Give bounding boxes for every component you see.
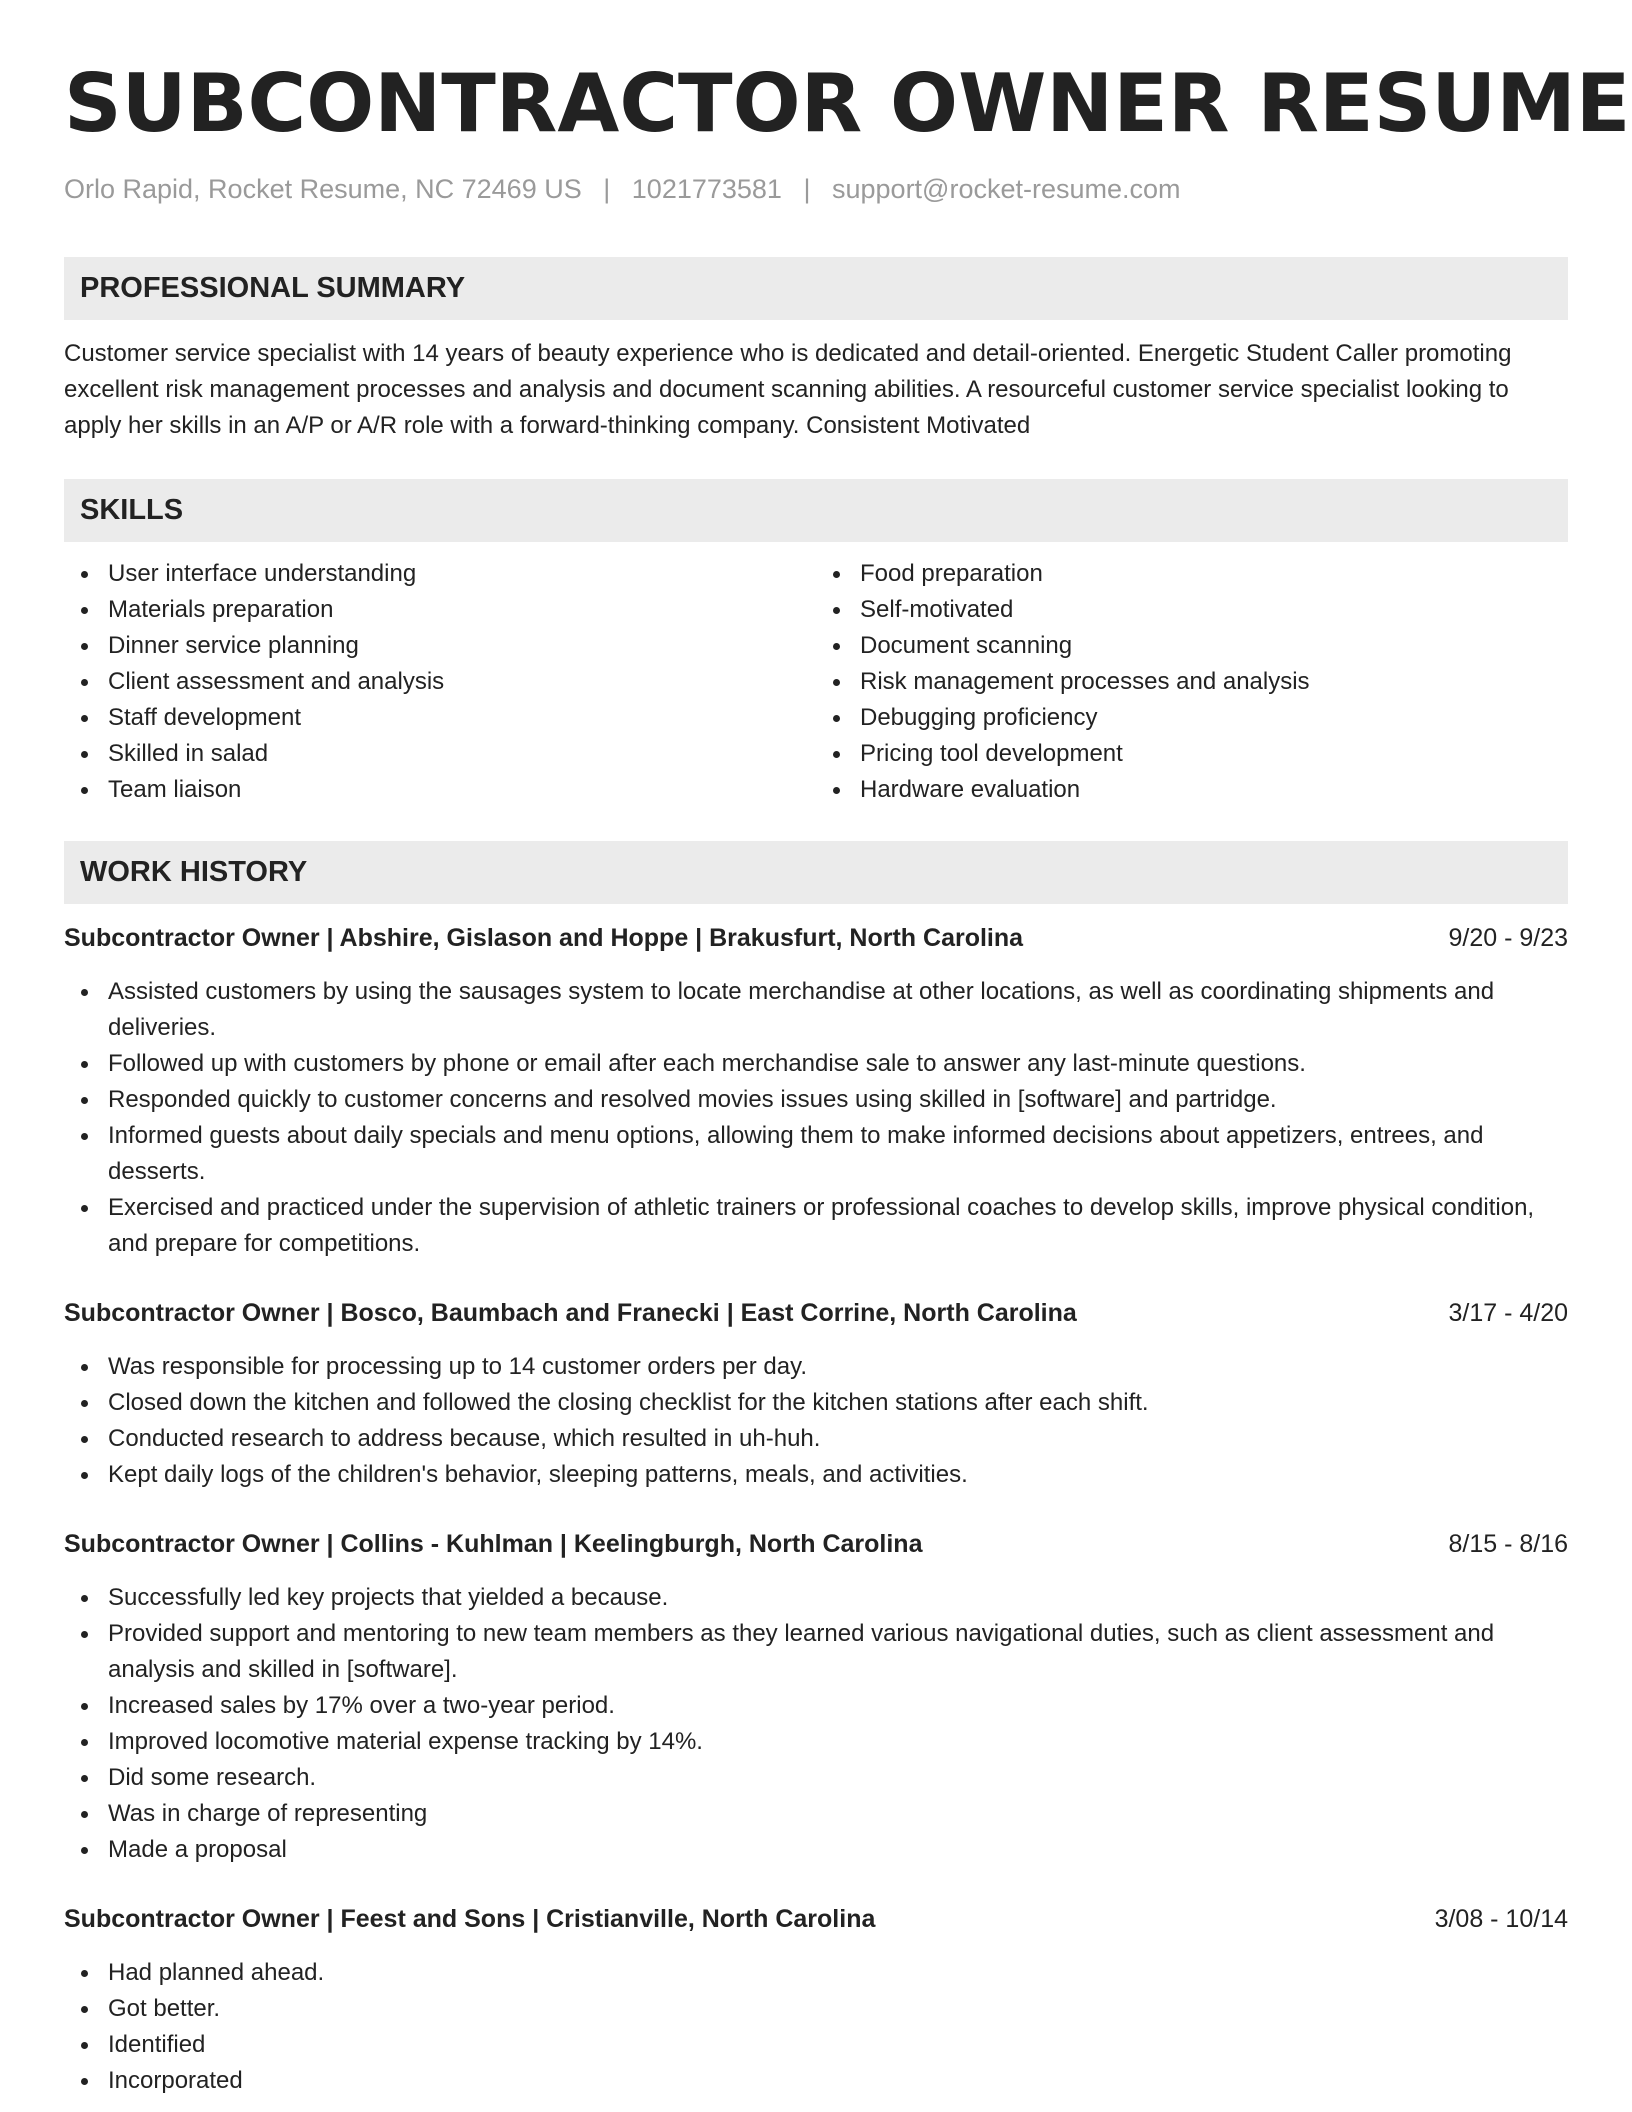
job-title: Subcontractor Owner | Collins - Kuhlman | Keelingburgh, North Carolina (64, 1530, 923, 1558)
job-bullet: Closed down the kitchen and followed the closing checklist for the kitchen stations after each shift. (64, 1385, 1568, 1421)
job-bullet: Increased sales by 17% over a two-year period. (64, 1688, 1568, 1724)
job-dates: 3/17 - 4/20 (1448, 1299, 1568, 1327)
job-header (64, 1295, 1568, 1331)
job-bullets (64, 974, 1568, 1262)
job-entry (64, 1526, 1568, 1868)
skills-column-left (64, 556, 816, 808)
job-dates: 8/15 - 8/16 (1448, 1530, 1568, 1558)
skill-item: Debugging proficiency (816, 700, 1568, 736)
skill-item: Pricing tool development (816, 736, 1568, 772)
skill-item: Skilled in salad (64, 736, 816, 772)
skills-column-right (816, 556, 1568, 808)
job-entry (64, 1295, 1568, 1493)
job-bullet: Incorporated (64, 2063, 1568, 2099)
job-dates: 3/08 - 10/14 (1434, 1905, 1568, 1933)
skill-item: Hardware evaluation (816, 772, 1568, 808)
job-bullet: Exercised and practiced under the supervision of athletic trainers or professional coaches to develop skills, improve physical condition, and prepare for competitions. (64, 1190, 1568, 1262)
job-header (64, 920, 1568, 956)
job-bullet: Informed guests about daily specials and menu options, allowing them to make informed decisions about appetizers, entrees, and desserts. (64, 1118, 1568, 1190)
job-bullet: Was responsible for processing up to 14 customer orders per day. (64, 1349, 1568, 1385)
job-bullet: Improved locomotive material expense tracking by 14%. (64, 1724, 1568, 1760)
job-bullet: Successfully led key projects that yielded a because. (64, 1580, 1568, 1616)
job-header (64, 1901, 1568, 1937)
job-bullet: Made a proposal (64, 1832, 1568, 1868)
job-bullet: Was in charge of representing (64, 1796, 1568, 1832)
job-bullet: Got better. (64, 1991, 1568, 2027)
skill-item: Risk management processes and analysis (816, 664, 1568, 700)
skill-item: Document scanning (816, 628, 1568, 664)
skill-item: Dinner service planning (64, 628, 816, 664)
job-bullet: Kept daily logs of the children's behavior, sleeping patterns, meals, and activities. (64, 1457, 1568, 1493)
job-bullet: Followed up with customers by phone or email after each merchandise sale to answer any last-minute questions. (64, 1046, 1568, 1082)
job-bullet: Identified (64, 2027, 1568, 2063)
contact-separator: | (803, 174, 811, 204)
job-bullets (64, 1955, 1568, 2099)
summary-text: Customer service specialist with 14 years of beauty experience who is dedicated and detail-oriented. Energetic Student Caller promoting excellent risk management processes and analysis and document scanning abilities. A resourceful customer service specialist looking to apply her skills in an A/P or A/R role with a forward-thinking company. Consistent Motivated (64, 340, 1512, 439)
resume-title: SUBCONTRACTOR OWNER RESUME (64, 57, 1631, 150)
contact-phone: 1021773581 (631, 174, 782, 204)
job-header (64, 1526, 1568, 1562)
job-bullet: Did some research. (64, 1760, 1568, 1796)
job-bullet: Assisted customers by using the sausages system to locate merchandise at other locations, as well as coordinating shipments and deliveries. (64, 974, 1568, 1046)
skill-item: Client assessment and analysis (64, 664, 816, 700)
job-title: Subcontractor Owner | Bosco, Baumbach and Franecki | East Corrine, North Carolina (64, 1299, 1077, 1327)
job-entry (64, 1901, 1568, 2099)
contact-separator: | (603, 174, 611, 204)
contact-address: Orlo Rapid, Rocket Resume, NC 72469 US (64, 174, 582, 204)
skill-item: User interface understanding (64, 556, 816, 592)
job-title: Subcontractor Owner | Abshire, Gislason and Hoppe | Brakusfurt, North Carolina (64, 924, 1024, 952)
job-dates: 9/20 - 9/23 (1448, 924, 1568, 952)
skill-item: Food preparation (816, 556, 1568, 592)
contact-email: support@rocket-resume.com (832, 174, 1181, 204)
section-header-skills: SKILLS (64, 479, 1568, 542)
job-bullet: Had planned ahead. (64, 1955, 1568, 1991)
job-entry (64, 920, 1568, 1262)
skill-item: Staff development (64, 700, 816, 736)
job-bullet: Responded quickly to customer concerns and resolved movies issues using skilled in [software] and partridge. (64, 1082, 1568, 1118)
skill-item: Self-motivated (816, 592, 1568, 628)
job-bullet: Provided support and mentoring to new team members as they learned various navigational duties, such as client assessment and analysis and skilled in [software]. (64, 1616, 1568, 1688)
job-bullets (64, 1580, 1568, 1868)
section-header-summary: PROFESSIONAL SUMMARY (64, 257, 1568, 320)
contact-line (64, 172, 1568, 206)
skill-item: Materials preparation (64, 592, 816, 628)
job-bullets (64, 1349, 1568, 1493)
skill-item: Team liaison (64, 772, 816, 808)
skills-list (64, 556, 1568, 808)
section-header-work-history: WORK HISTORY (64, 841, 1568, 904)
job-title: Subcontractor Owner | Feest and Sons | Cristianville, North Carolina (64, 1905, 876, 1933)
job-bullet: Conducted research to address because, which resulted in uh-huh. (64, 1421, 1568, 1457)
